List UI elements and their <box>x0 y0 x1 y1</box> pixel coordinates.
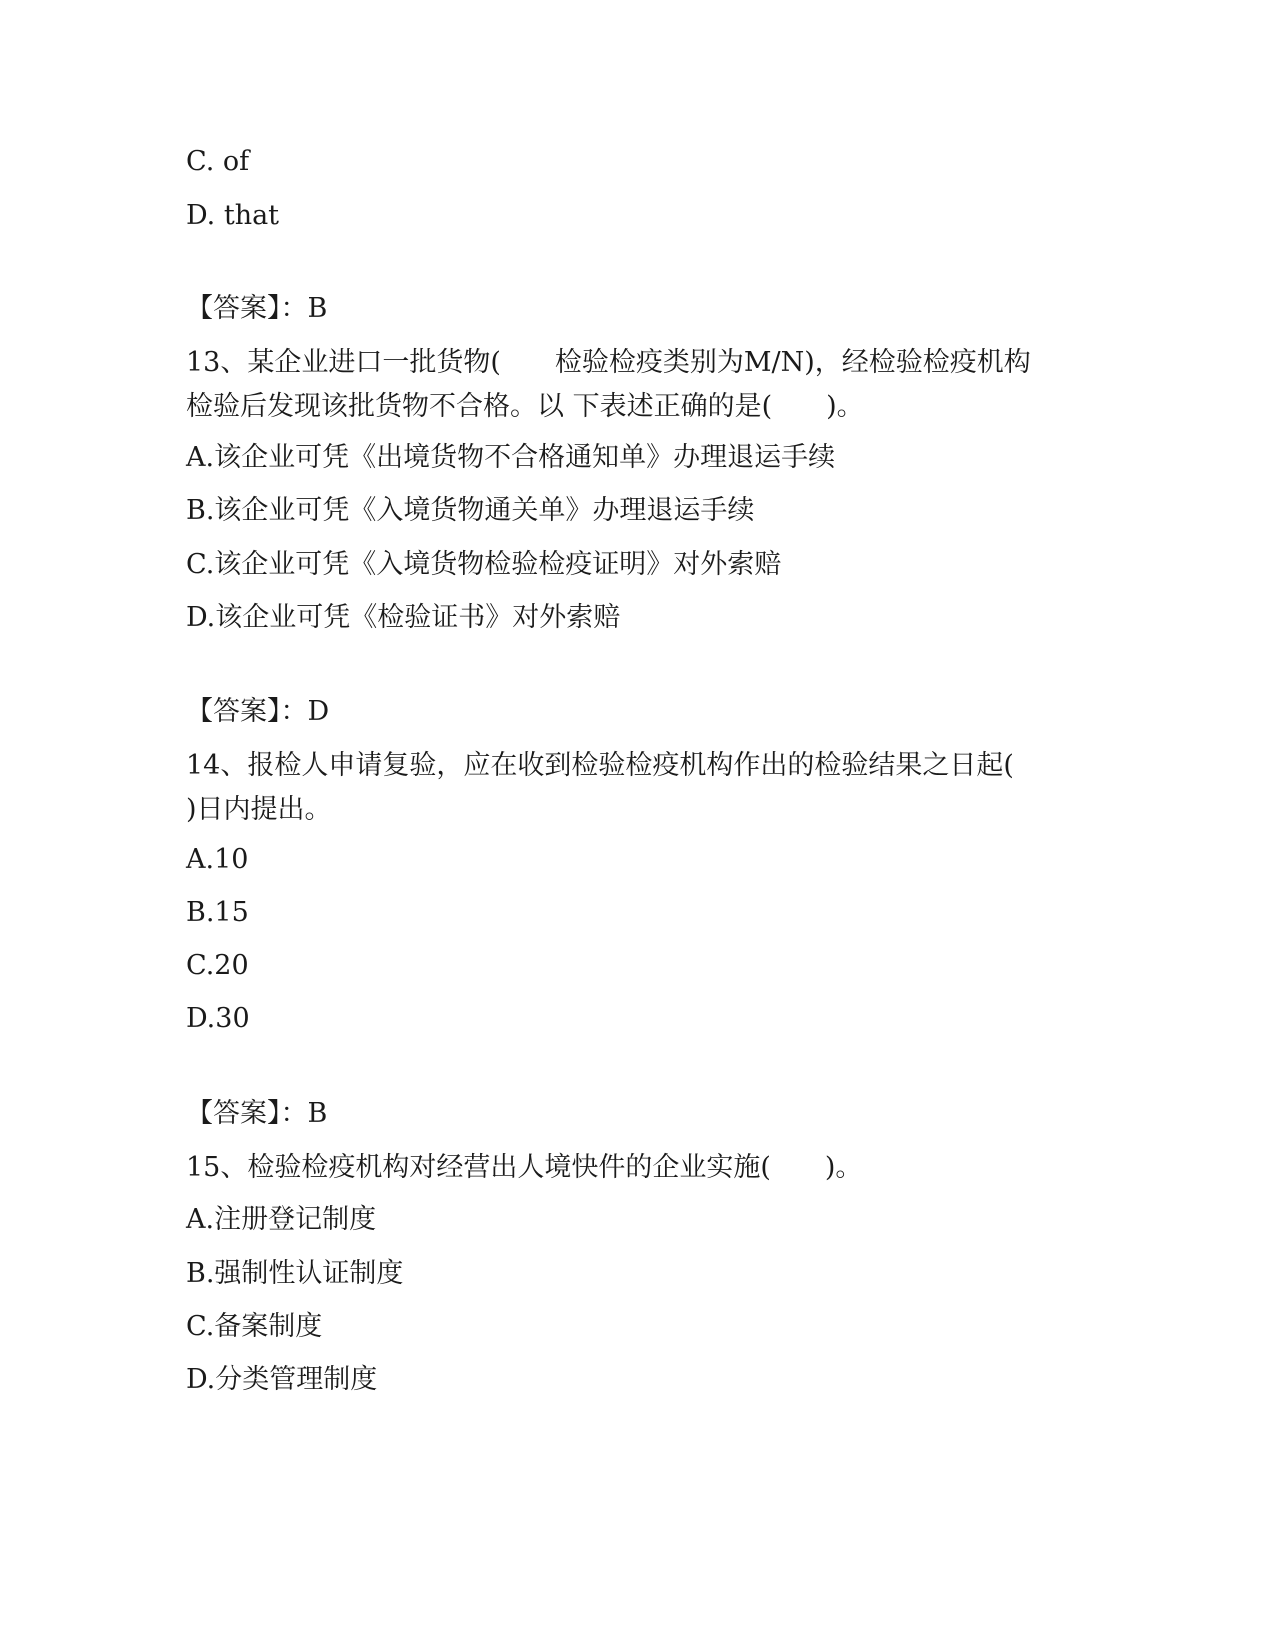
q13-answer: 【答案】：D <box>186 696 330 727</box>
option-d-prev: D. that <box>186 200 280 231</box>
q14-option-b: B.15 <box>186 897 249 928</box>
q14-stem-line2: )日内提出。 <box>186 794 332 825</box>
q14-stem-line1: 14、报检人申请复验，应在收到检验检疫机构作出的检验结果之日起( <box>186 750 1014 781</box>
q15-option-d: D.分类管理制度 <box>186 1364 378 1395</box>
q15-option-b: B.强制性认证制度 <box>186 1258 404 1289</box>
q15-option-c: C.备案制度 <box>186 1311 323 1342</box>
q14-option-c: C.20 <box>186 950 249 981</box>
q15-option-a: A.注册登记制度 <box>186 1204 377 1235</box>
q13-option-c: C.该企业可凭《入境货物检验检疫证明》对外索赔 <box>186 549 782 580</box>
q13-stem-line1: 13、某企业进口一批货物( 检验检疫类别为M/N)，经检验检疫机构 <box>186 347 1031 378</box>
q13-stem-line2: 检验后发现该批货物不合格。以 下表述正确的是( )。 <box>186 391 864 422</box>
q13-option-a: A.该企业可凭《出境货物不合格通知单》办理退运手续 <box>186 442 836 473</box>
q13-option-d: D.该企业可凭《检验证书》对外索赔 <box>186 602 621 633</box>
q14-answer: 【答案】：B <box>186 1098 328 1129</box>
option-c-prev: C. of <box>186 146 250 177</box>
q14-option-a: A.10 <box>186 844 249 875</box>
q15-stem-line1: 15、检验检疫机构对经营出人境快件的企业实施( )。 <box>186 1152 863 1183</box>
q13-option-b: B.该企业可凭《入境货物通关单》办理退运手续 <box>186 495 755 526</box>
q14-option-d: D.30 <box>186 1003 250 1034</box>
answer-prev: 【答案】：B <box>186 293 328 324</box>
